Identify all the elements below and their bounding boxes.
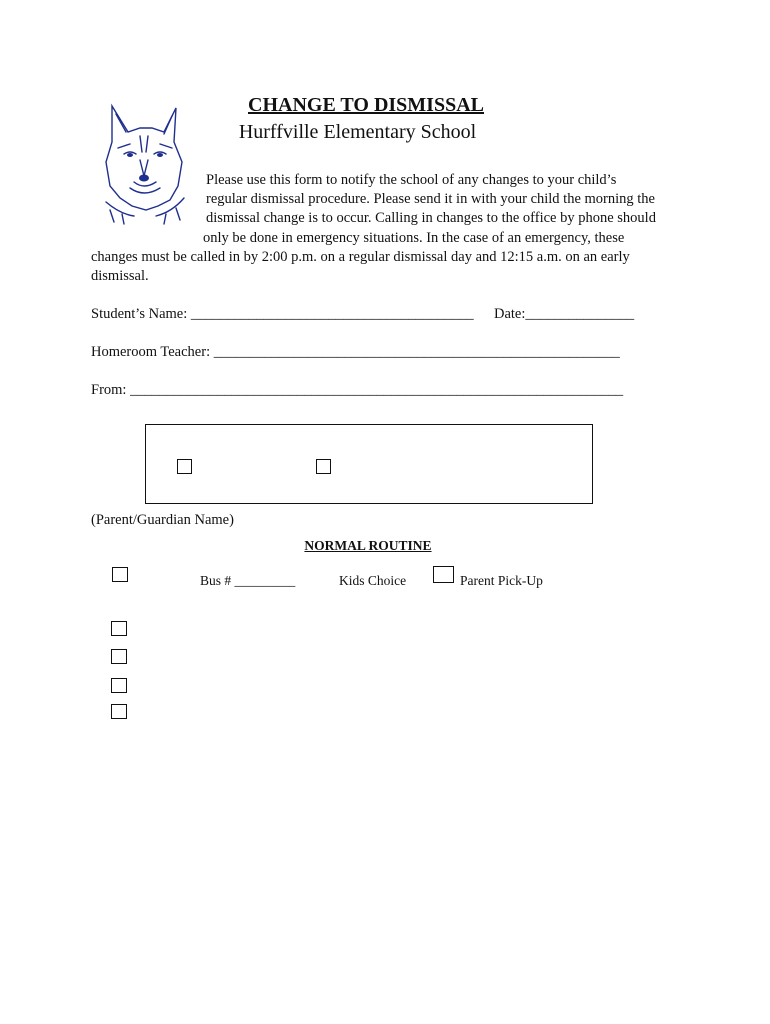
from-field[interactable]: From: ____________________________________________________________________: [91, 382, 624, 398]
change-checkbox-1[interactable]: [111, 621, 127, 636]
parent-pickup-checkbox[interactable]: [433, 566, 454, 583]
intro-line: only be done in emergency situations. In the case of an emergency, these: [203, 230, 625, 246]
intro-line: dismissal change is to occur. Calling in changes to the office by phone should: [206, 210, 656, 226]
normal-routine-heading: NORMAL ROUTINE: [304, 538, 432, 553]
bus-number-field[interactable]: Bus # _________: [200, 573, 296, 588]
parent-guardian-caption: (Parent/Guardian Name): [91, 512, 234, 528]
homeroom-teacher-field[interactable]: Homeroom Teacher: ________________________________________________________: [91, 344, 620, 360]
form-title: CHANGE TO DISMISSAL: [248, 94, 484, 116]
change-checkbox-4[interactable]: [111, 704, 127, 719]
normal-routine-checkbox[interactable]: [112, 567, 128, 582]
option-checkbox-2[interactable]: [316, 459, 331, 474]
option-box: [145, 424, 593, 504]
date-field[interactable]: Date:_______________: [494, 306, 635, 322]
parent-pickup-label: Parent Pick-Up: [460, 573, 543, 588]
option-checkbox-1[interactable]: [177, 459, 192, 474]
school-name: Hurffville Elementary School: [238, 121, 477, 143]
student-name-field[interactable]: Student’s Name: _______________________________________: [91, 306, 474, 322]
intro-line: changes must be called in by 2:00 p.m. on a regular dismissal day and 12:15 a.m. on an early: [91, 249, 630, 265]
intro-line: dismissal.: [91, 268, 149, 284]
change-checkbox-3[interactable]: [111, 678, 127, 693]
intro-line: regular dismissal procedure. Please send it in with your child the morning the: [206, 191, 655, 207]
kids-choice-label: Kids Choice: [339, 573, 407, 588]
intro-line: Please use this form to notify the school of any changes to your child’s: [206, 172, 617, 188]
change-checkbox-2[interactable]: [111, 649, 127, 664]
